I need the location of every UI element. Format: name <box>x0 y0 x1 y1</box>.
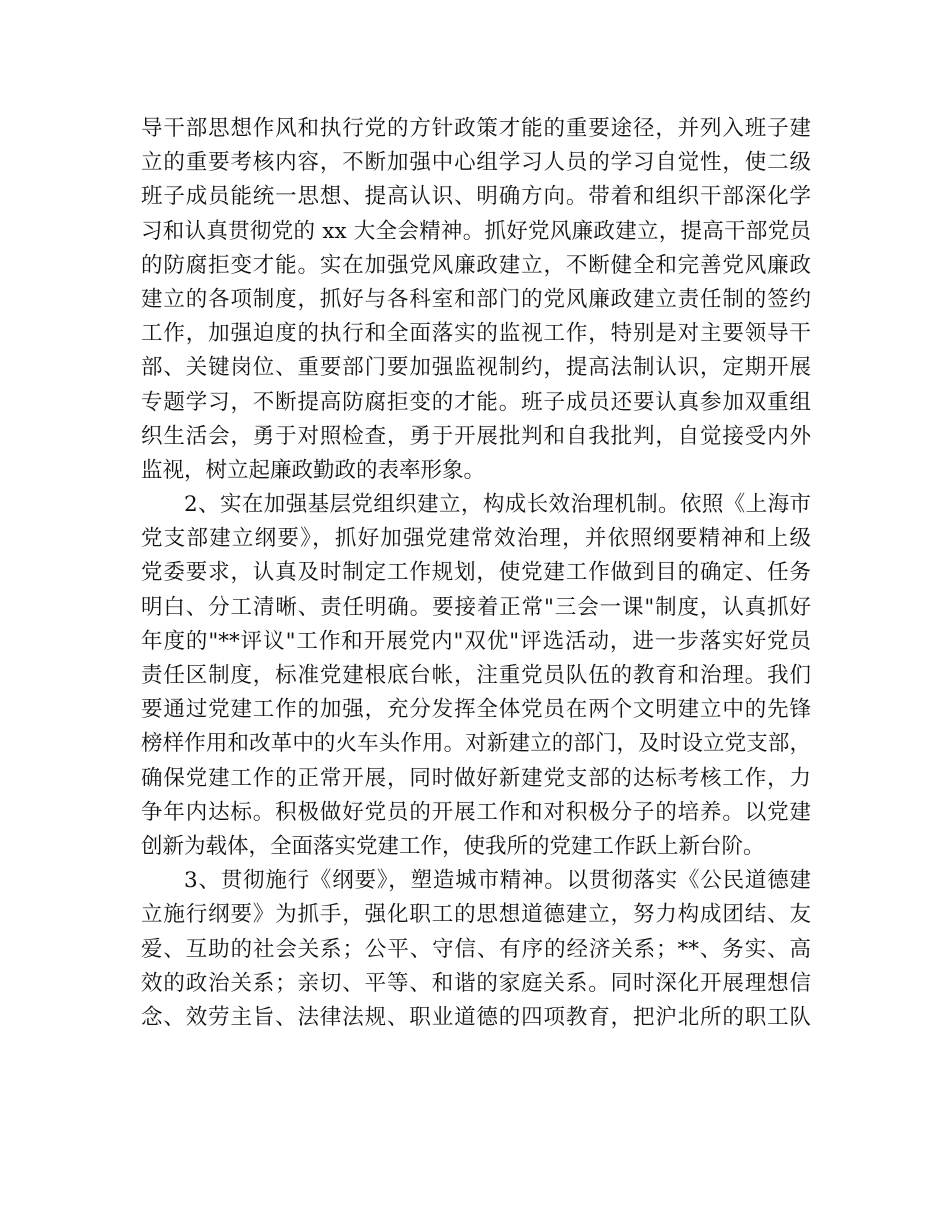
text-line: 立施行纲要》为抓手，强化职工的思想道德建立，努力构成团结、友 <box>141 902 811 928</box>
text-line: 监视，树立起廉政勤政的表率形象。 <box>141 457 486 483</box>
text-line: 班子成员能统一思想、提高认识、明确方向。带着和组织干部深化学 <box>141 184 811 210</box>
text-line: 的防腐拒变才能。实在加强党风廉政建立，不断健全和完善党风廉政 <box>141 252 811 278</box>
text-line: 明白、分工清晰、责任明确。要接着正常"三会一课"制度，认真抓好 <box>141 594 811 620</box>
text-line: 部、关键岗位、重要部门要加强监视制约，提高法制认识，定期开展 <box>141 355 811 381</box>
text-line: 效的政治关系；亲切、平等、和谐的家庭关系。同时深化开展理想信 <box>141 970 811 996</box>
text-line: 爱、互助的社会关系；公平、守信、有序的经济关系；**、务实、高 <box>141 936 811 962</box>
text-line: 创新为载体，全面落实党建工作，使我所的党建工作跃上新台阶。 <box>141 833 765 859</box>
text-line: 责任区制度，标准党建根底台帐，注重党员队伍的教育和治理。我们 <box>141 663 811 688</box>
text-line: 要通过党建工作的加强，充分发挥全体党员在两个文明建立中的先锋 <box>141 697 811 723</box>
text-line: 确保党建工作的正常开展，同时做好新建党支部的达标考核工作，力 <box>141 765 811 791</box>
text-line: 年度的"**评议"工作和开展党内"双优"评选活动，进一步落实好党员 <box>141 628 811 654</box>
text-line: 织生活会，勇于对照检查，勇于开展批判和自我批判，自觉接受内外 <box>141 423 811 449</box>
paragraph-start-line: 3、贯彻施行《纲要》，塑造城市精神。以贯彻落实《公民道德建 <box>184 868 811 894</box>
text-line: 建立的各项制度，抓好与各科室和部门的党风廉政建立责任制的签约 <box>141 286 811 312</box>
text-line: 榜样作用和改革中的火车头作用。对新建立的部门，及时设立党支部， <box>141 731 811 757</box>
text-line: 党支部建立纲要》，抓好加强党建常效治理，并依照纲要精神和上级 <box>141 526 811 552</box>
text-line: 专题学习，不断提高防腐拒变的才能。班子成员还要认真参加双重组 <box>141 389 811 415</box>
text-line: 工作，加强迫度的执行和全面落实的监视工作，特别是对主要领导干 <box>141 321 811 347</box>
paragraph-start-line: 2、实在加强基层党组织建立，构成长效治理机制。依照《上海市 <box>184 492 811 518</box>
text-line: 念、效劳主旨、法律法规、职业道德的四项教育，把沪北所的职工队 <box>141 1004 811 1030</box>
text-line: 习和认真贯彻党的 xx 大全会精神。抓好党风廉政建立，提高干部党员 <box>141 218 811 244</box>
body-text <box>141 112 811 1035</box>
text-line: 导干部思想作风和执行党的方针政策才能的重要途径，并列入班子建 <box>141 116 811 141</box>
text-line: 党委要求，认真及时制定工作规划，使党建工作做到目的确定、任务 <box>141 560 811 586</box>
text-line: 争年内达标。积极做好党员的开展工作和对积极分子的培养。以党建 <box>141 799 811 825</box>
text-line: 立的重要考核内容，不断加强中心组学习人员的学习自觉性，使二级 <box>141 150 811 176</box>
